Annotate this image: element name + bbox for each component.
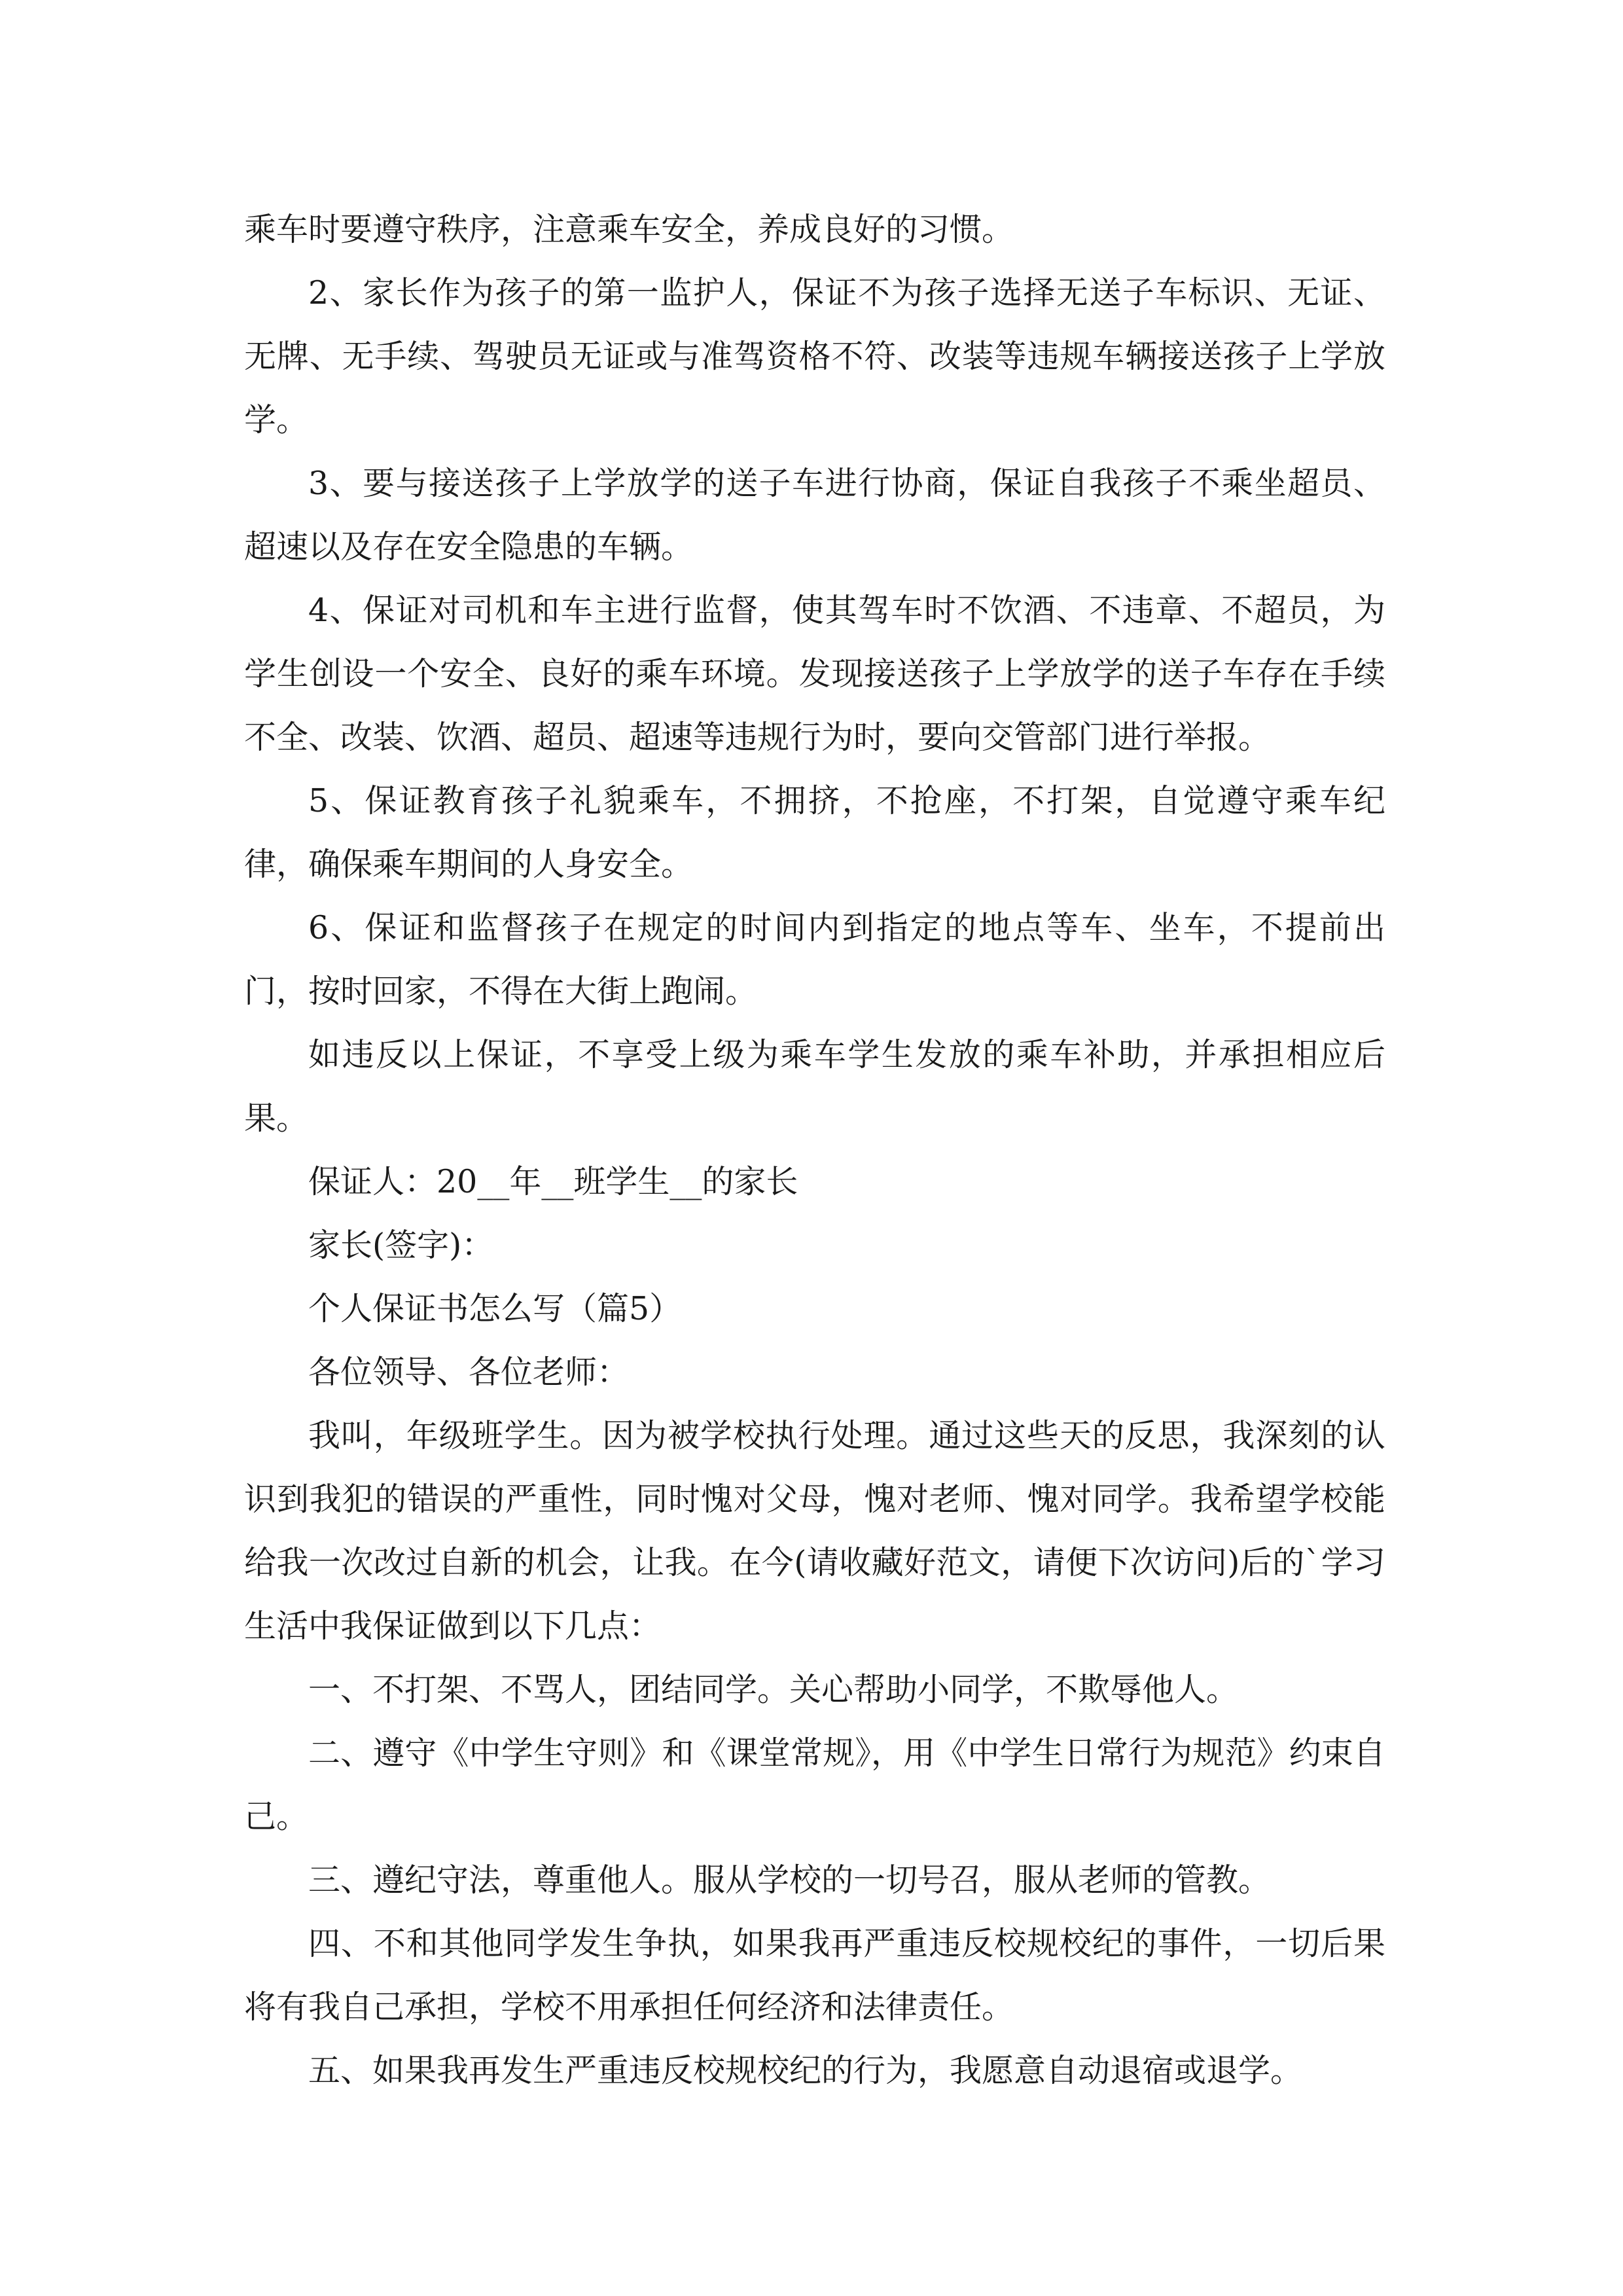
- pledge-item-4: 四、不和其他同学发生争执，如果我再严重违反校规校纪的事件，一切后果将有我自己承担，学校不用承担任何经济和法律责任。: [244, 1925, 1385, 2026]
- paragraph-item-3: 3、要与接送孩子上学放学的送子车进行协商，保证自我孩子不乘坐超员、超速以及存在安全隐患的车辆。: [244, 465, 1385, 565]
- paragraph-item-2: 2、家长作为孩子的第一监护人，保证不为孩子选择无送子车标识、无证、无牌、无手续、驾驶员无证或与准驾资格不符、改装等违规车辆接送孩子上学放学。: [244, 274, 1385, 439]
- paragraph-item-5: 5、保证教育孩子礼貌乘车，不拥挤，不抢座，不打架，自觉遵守乘车纪律，确保乘车期间的人身安全。: [244, 782, 1385, 883]
- salutation: 各位领导、各位老师：: [308, 1354, 630, 1391]
- pledge-item-3: 三、遵纪守法，尊重他人。服从学校的一切号召，服从老师的管教。: [308, 1861, 1271, 1899]
- guarantor-line: 保证人：20__年__班学生__的家长: [308, 1163, 798, 1200]
- paragraph-continuation: 乘车时要遵守秩序，注意乘车安全，养成良好的习惯。: [244, 211, 1014, 248]
- paragraph-item-4: 4、保证对司机和车主进行监督，使其驾车时不饮酒、不违章、不超员，为学生创设一个安全、良好的乘车环境。发现接送孩子上学放学的送子车存在手续不全、改装、饮酒、超员、超速等违规行为时，要向交管部门进行举报。: [244, 592, 1385, 756]
- pledge-item-2: 二、遵守《中学生守则》和《课堂常规》，用《中学生日常行为规范》约束自己。: [244, 1734, 1385, 1835]
- section-title: 个人保证书怎么写（篇5）: [308, 1290, 682, 1327]
- pledge-item-5: 五、如果我再发生严重违反校规校纪的行为，我愿意自动退宿或退学。: [308, 2052, 1303, 2089]
- document-body: [244, 198, 1385, 2102]
- paragraph-item-6: 6、保证和监督孩子在规定的时间内到指定的地点等车、坐车，不提前出门，按时回家，不得在大街上跑闹。: [244, 909, 1385, 1010]
- paragraph-violation-clause: 如违反以上保证，不享受上级为乘车学生发放的乘车补助，并承担相应后果。: [244, 1036, 1385, 1137]
- paragraph-intro: 我叫，年级班学生。因为被学校执行处理。通过这些天的反思，我深刻的认识到我犯的错误的严重性，同时愧对父母，愧对老师、愧对同学。我希望学校能给我一次改过自新的机会，让我。在今(请收藏好范文，请便下次访问)后的`学习生活中我保证做到以下几点：: [244, 1417, 1386, 1645]
- parent-signature-line: 家长(签字)：: [308, 1227, 494, 1264]
- pledge-item-1: 一、不打架、不骂人，团结同学。关心帮助小同学，不欺辱他人。: [308, 1671, 1239, 1708]
